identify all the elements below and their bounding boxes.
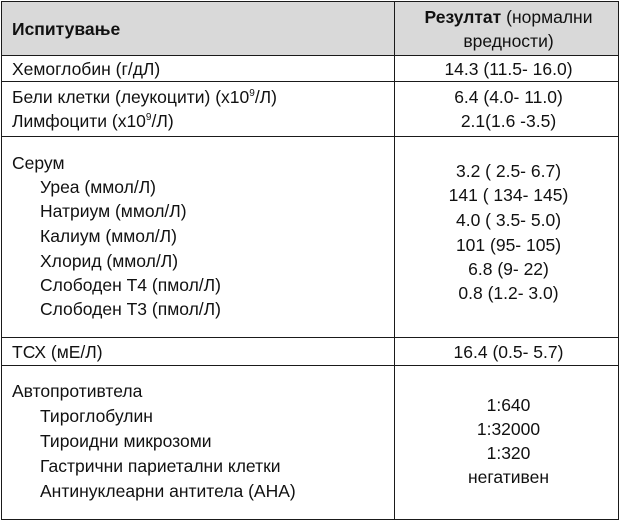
antinuclear-antibodies-value: негативен (467, 467, 550, 487)
table-row-white-cells (2, 82, 618, 137)
serum-heading: Серум (12, 153, 65, 173)
header-result-rest-1: (нормални (501, 7, 593, 27)
table-row-serum (2, 137, 618, 338)
gastric-parietal-cells-label: Гастрични париетални клетки (40, 456, 281, 476)
leukocytes-value: 6.4 (4.0- 11.0) (454, 87, 563, 107)
serum-chloride-value: 101 (95- 105) (455, 235, 562, 255)
table-row-hemoglobin (2, 56, 618, 82)
lymphocytes-label-text: Лимфоцити (x10 (12, 111, 146, 131)
serum-free-t3-label: Слободен Т3 (пмол/Л) (40, 299, 221, 319)
serum-potassium-value: 4.0 ( 3.5- 5.0) (455, 210, 562, 230)
hemoglobin-label: Хемоглобин (г/дЛ) (12, 59, 161, 79)
leukocytes-label-text: Бели клетки (леукоцити) (x10 (12, 87, 250, 107)
serum-sodium-label: Натриум (ммол/Л) (40, 201, 187, 221)
header-result-label (397, 5, 620, 53)
header-result-bold: Резултат (424, 7, 502, 27)
serum-chloride-label: Хлорид (ммол/Л) (40, 251, 179, 271)
header-test-label: Испитување (12, 19, 121, 39)
table-header-row (2, 2, 618, 56)
lymphocytes-label-unit: /Л) (151, 111, 174, 131)
autoantibodies-heading: Автопротивтела (12, 381, 143, 401)
table-row-autoantibodies (2, 366, 618, 520)
leukocytes-label-unit: /Л) (254, 87, 277, 107)
thyroid-microsomes-label: Тироидни микрозоми (40, 431, 212, 451)
serum-potassium-label: Калиум (ммол/Л) (40, 226, 177, 246)
serum-sodium-value: 141 ( 134- 145) (448, 185, 569, 205)
serum-free-t4-label: Слободен Т4 (пмол/Л) (40, 275, 221, 295)
thyroid-microsomes-value: 1:32000 (476, 419, 541, 439)
antinuclear-antibodies-label: Антинуклеарни антитела (АНА) (40, 481, 296, 501)
tsh-label: ТСХ (мЕ/Л) (12, 342, 103, 362)
table-row-tsh (2, 338, 618, 366)
leukocytes-label-exponent: 9 (249, 88, 255, 99)
gastric-parietal-cells-value: 1:320 (486, 443, 531, 463)
serum-urea-label: Уреа (ммол/Л) (40, 177, 157, 197)
hemoglobin-value: 14.3 (11.5- 16.0) (444, 59, 573, 79)
lymphocytes-label-exponent: 9 (145, 112, 152, 123)
thyroglobulin-value: 1:640 (486, 395, 531, 415)
lymphocytes-value: 2.1(1.6 -3.5) (460, 111, 557, 131)
serum-urea-value: 3.2 ( 2.5- 6.7) (455, 161, 562, 181)
thyroglobulin-label: Тироглобулин (40, 406, 153, 426)
leukocytes-label (12, 85, 277, 109)
serum-free-t4-value: 6.8 (9- 22) (468, 259, 549, 279)
lymphocytes-label (12, 109, 174, 133)
tsh-value: 16.4 (0.5- 5.7) (453, 342, 564, 362)
column-divider (394, 2, 395, 519)
lab-results-table (1, 1, 619, 520)
header-result-rest-2: вредности) (463, 31, 554, 51)
serum-free-t3-value: 0.8 (1.2- 3.0) (458, 283, 559, 303)
